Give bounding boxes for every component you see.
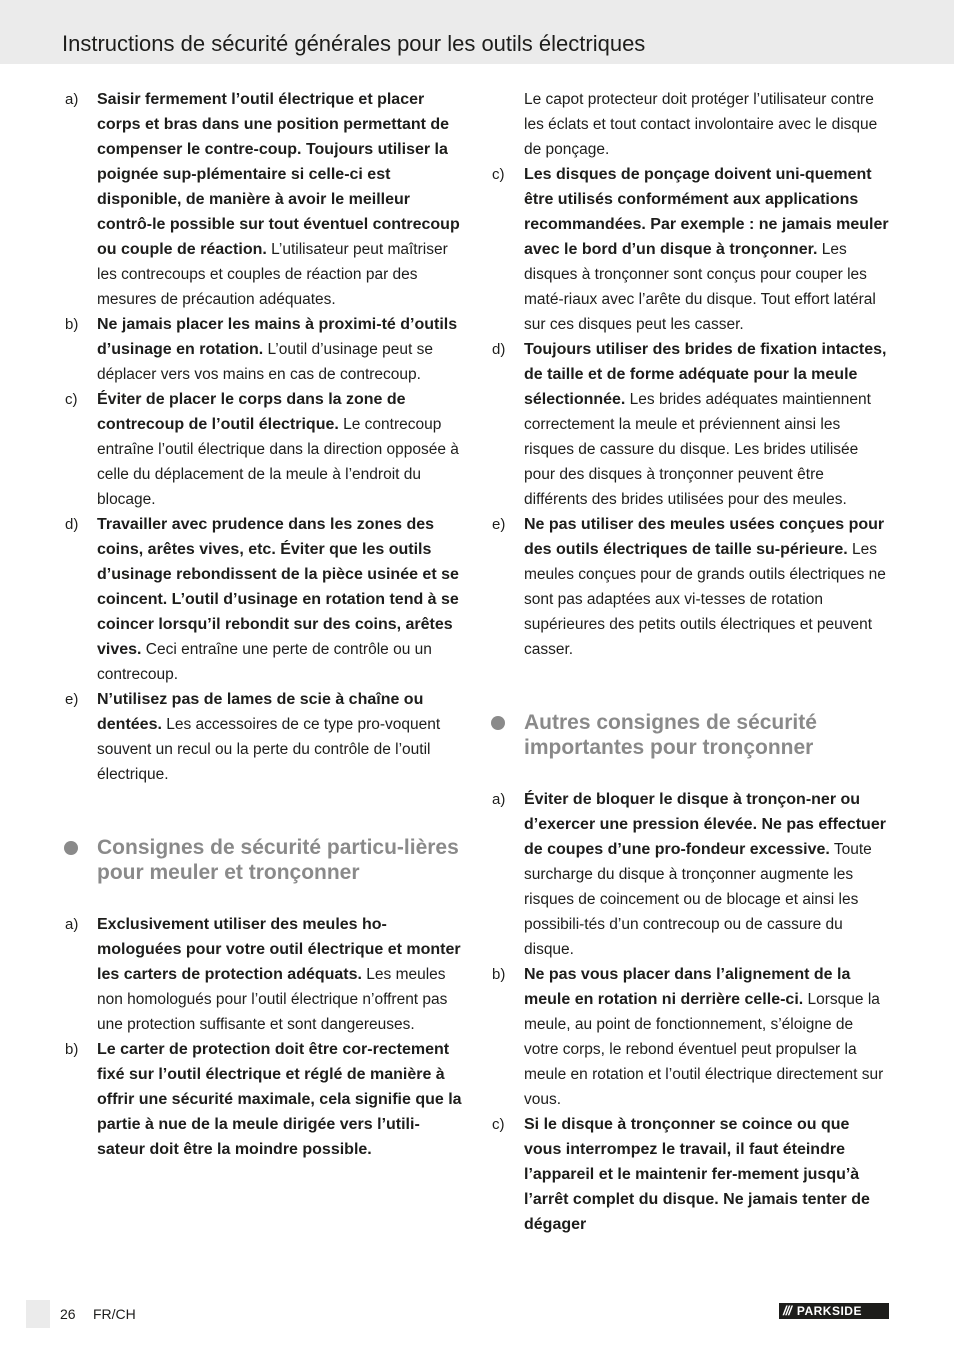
section-heading [62, 835, 464, 885]
list-item-text: Lorsque la meule, au point de fonctionnement, s’éloigne de votre corps, le rebond éventuel peut propulser la meule en rotation et l’outil électrique directement sur vous. [524, 991, 884, 1108]
page-header [0, 0, 954, 64]
list-item-letter: d) [492, 341, 506, 358]
continuation-paragraph: Le capot protecteur doit protéger l’utilisateur contre les éclats et tout contact involontaire avec le disque de ponçage. [524, 91, 878, 158]
section-heading [489, 710, 891, 760]
list-item [62, 1037, 464, 1162]
section-heading-text: Consignes de sécurité particu-lières pour meuler et tronçonner [97, 836, 459, 884]
list-item-bold-text: Le carter de protection doit être cor-rectement fixé sur l’outil électrique et réglé de manière à offrir une sécurité maximale, cela signifie que la partie à nue de la meule dirigée vers l’utili-sateur doit être la moindre possible. [97, 1041, 462, 1158]
list-item-bold-text: Toujours utiliser des brides de fixation intactes, de taille et de forme adéquate pour la meule sélectionnée. [524, 341, 887, 408]
list-item-bold-text: Ne jamais placer les mains à proximi-té d’outils d’usinage en rotation. [97, 316, 458, 358]
list-item-bold-text: Exclusivement utiliser des meules ho-mologuées pour votre outil électrique et monter les carters de protection adéquats. [97, 916, 461, 983]
list-item-letter: c) [492, 1116, 505, 1133]
list-item-bold-text: Éviter de bloquer le disque à tronçon-ner ou d’exercer une pression élevée. Ne pas effectuer de coupes d’une pro-fondeur excessive. [524, 791, 886, 858]
left-column [62, 87, 464, 1162]
section-heading-text: Autres consignes de sécurité importantes pour tronçonner [524, 711, 817, 759]
list-item-bold-text: Saisir fermement l’outil électrique et placer corps et bras dans une position permettant de compenser le contre-coup. Toujours utiliser la poignée sup-plémentaire si celle-ci est disponible, de manière à avoir le meilleur contrô-le possible sur tout éventuel contrecoup ou couple de réaction. [97, 91, 460, 258]
brand-name: PARKSIDE [796, 1304, 862, 1318]
bullet-dot-icon [491, 716, 505, 730]
list-item-letter: e) [492, 516, 506, 533]
list-item-text: Toute surcharge du disque à tronçonner augmente les risques de coincement ou de blocage et ainsi les possibili-tés d’un contrecoup ou de cassure du disque. [524, 841, 872, 958]
page-title: Instructions de sécurité générales pour les outils électriques [62, 31, 646, 56]
list-item [489, 962, 891, 1112]
list-item [62, 687, 464, 787]
list-item-bold-text: Travailler avec prudence dans les zones des coins, arêtes vives, etc. Éviter que les outils d’usinage rebondissent de la pièce usinée et se coincent. L’outil d’usinage en rotation tend à se coincer lorsqu’il rebondit sur des coins, arêtes vives. [97, 516, 459, 658]
list-item-text: Le contrecoup entraîne l’outil électrique dans la direction opposée à celle du déplacement de la meule à l’endroit du blocage. [97, 416, 459, 508]
list-item [62, 512, 464, 687]
list-item-letter: b) [65, 316, 79, 333]
list-item-text: Les meules conçues pour de grands outils électriques ne sont pas adaptées aux vi-tesses de rotation supérieures des petits outils électriques et peuvent casser. [524, 541, 886, 658]
parkside-logo [779, 1303, 889, 1319]
list-item-text: Ceci entraîne une perte de contrôle ou un contrecoup. [97, 641, 432, 683]
list-item-letter: a) [65, 91, 79, 108]
list-item-bold-text: Éviter de placer le corps dans la zone de contrecoup de l’outil électrique. [97, 391, 406, 433]
list-item-bold-text: Ne pas vous placer dans l’alignement de la meule en rotation ni derrière celle-ci. [524, 966, 851, 1008]
list-item-text: L’utilisateur peut maîtriser les contrecoups et couples de réaction par des mesures de précaution adéquates. [97, 241, 448, 308]
list-item [489, 337, 891, 512]
list-item-text: Les accessoires de ce type pro-voquent souvent un recul ou la perte du contrôle de l’outil électrique. [97, 716, 441, 783]
list-item-text: Les disques à tronçonner sont conçus pour couper les maté-riaux avec l’arête du disque. Tout effort latéral sur ces disques peut les casser. [524, 241, 876, 333]
list-item-letter: b) [492, 966, 506, 983]
list-item [62, 312, 464, 387]
right-column [489, 87, 891, 1237]
list-item-bold-text: N’utilisez pas de lames de scie à chaîne ou dentées. [97, 691, 424, 733]
list-item [62, 912, 464, 1037]
locale-label: FR/CH [93, 1306, 136, 1322]
logo-slashes-icon: /// [783, 1303, 791, 1318]
list-item [489, 162, 891, 337]
bullet-dot-icon [64, 841, 78, 855]
list-item-text: Les meules non homologués pour l’outil électrique n’offrent pas une protection suffisante et sont dangereuses. [97, 966, 448, 1033]
list-item [62, 87, 464, 312]
list-item [489, 1112, 891, 1237]
list-item-bold-text: Ne pas utiliser des meules usées conçues pour des outils électriques de taille su-périeure. [524, 516, 885, 558]
list-item-text: Les brides adéquates maintiennent correctement la meule et préviennent ainsi les risques de cassure du disque. Les brides utilisée pour des disques à tronçonner peuvent être différents des brides utilisées pour des meules. [524, 391, 871, 508]
list-item-letter: e) [65, 691, 79, 708]
list-item [489, 512, 891, 662]
list-item-bold-text: Si le disque à tronçonner se coince ou que vous interrompez le travail, il faut éteindre l’appareil et le maintenir fer-mement jusqu’à l’arrêt complet du disque. Ne jamais tenter de dégager [524, 1116, 870, 1233]
page-number: 26 [60, 1306, 76, 1322]
list-item [489, 787, 891, 962]
list-item-letter: b) [65, 1041, 79, 1058]
list-item-letter: a) [65, 916, 79, 933]
list-item-bold-text: Les disques de ponçage doivent uni-quement être utilisés conformément aux applications recommandées. Par exemple : ne jamais meuler avec le bord d’un disque à tronçonner. [524, 166, 889, 258]
list-item-letter: c) [492, 166, 505, 183]
list-item [62, 387, 464, 512]
list-item-letter: a) [492, 791, 506, 808]
footer-marker [26, 1300, 50, 1328]
list-item-letter: c) [65, 391, 78, 408]
list-item-text: L’outil d’usinage peut se déplacer vers vos mains en cas de contrecoup. [97, 341, 434, 383]
list-item-letter: d) [65, 516, 79, 533]
